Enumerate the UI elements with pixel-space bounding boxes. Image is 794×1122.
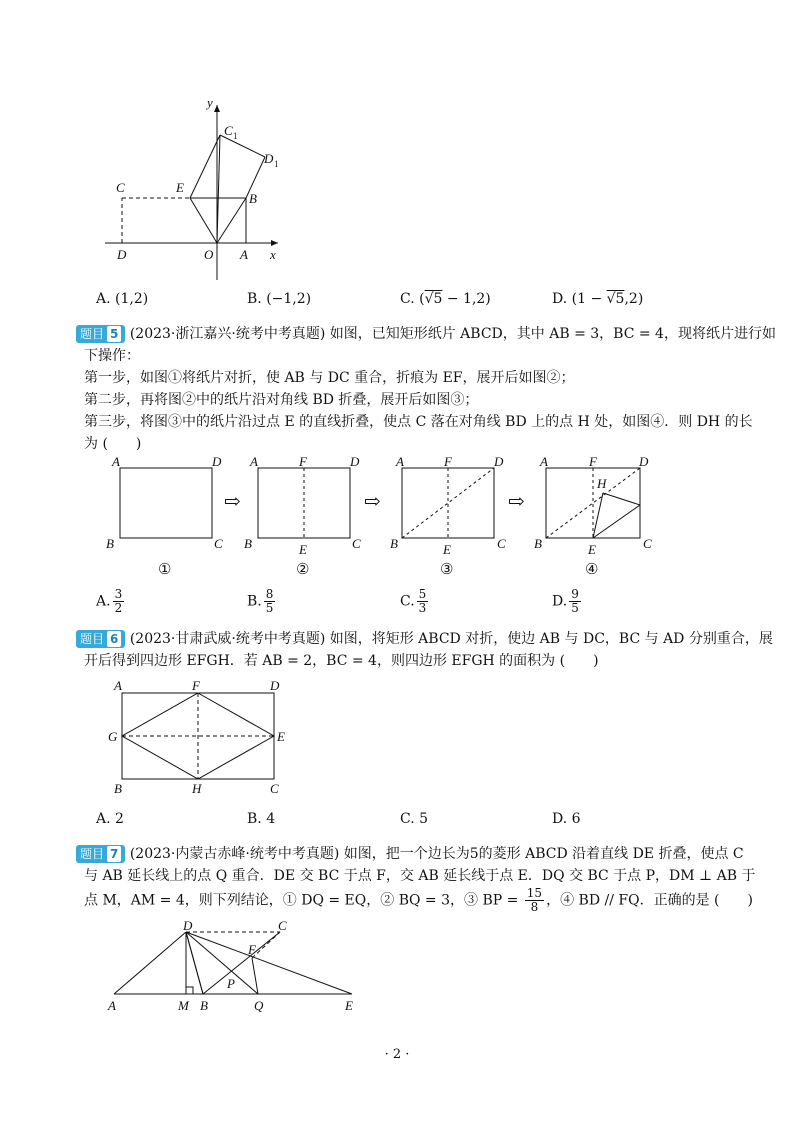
q4-label-e: E (176, 180, 184, 195)
q6-option-d: D. 6 (552, 811, 581, 827)
q4-option-c-suffix: − 1,2) (442, 291, 491, 307)
q4-option-b: B. (−1,2) (247, 291, 312, 307)
q5-line5: 第三步，将图③中的纸片沿过点 E 的直线折叠，使点 C 落在对角线 BD 上的点 H 处，如图④．则 DH 的长 (84, 414, 753, 430)
q5-caption-3: ③ (440, 562, 454, 578)
svg-text:B: B (244, 536, 252, 551)
q4-option-d-prefix: D. (1 − (552, 291, 607, 307)
q4-option-c (400, 291, 491, 307)
svg-text:D: D (270, 678, 280, 693)
svg-text:E: E (277, 729, 285, 744)
svg-text:D: D (212, 454, 222, 469)
q4-label-o: O (204, 247, 214, 262)
q5-option-b: B. $\frac{8}{5}$ (247, 587, 274, 615)
q5-line6: 为 ( ) (84, 436, 142, 452)
q5-option-c: C. $\frac{5}{3}$ (400, 587, 427, 615)
q6-option-c: C. 5 (400, 811, 429, 827)
q4-option-a: A. (1,2) (96, 291, 149, 307)
svg-text:P: P (227, 976, 235, 991)
q6-badge: 题目 6 (76, 630, 125, 648)
svg-text:E: E (299, 542, 307, 557)
q5-arrow-3: ⇨ (508, 491, 525, 513)
q4-label-c1-sub: 1 (233, 131, 238, 141)
q4-label-d1-sub: 1 (274, 159, 279, 169)
q4-label-c1: C (224, 123, 233, 138)
svg-text:A: A (114, 678, 122, 693)
svg-text:A: A (250, 454, 258, 469)
svg-text:M: M (178, 998, 189, 1013)
q7-figure (100, 918, 370, 1018)
q5-line1: (2023·浙江嘉兴·统考中考真题) 如图，已知矩形纸片 ABCD，其中 AB = 3，BC = 4，现将纸片进行如 (129, 326, 776, 342)
q5-arrow-1: ⇨ (224, 491, 241, 513)
q7-text (76, 843, 756, 914)
q6-text (76, 628, 773, 672)
q4-label-x: x (270, 247, 276, 262)
q5-line3: 第一步，如图①将纸片对折，使 AB 与 DC 重合，折痕为 EF，展开后如图②； (84, 370, 575, 386)
svg-text:F: F (589, 454, 597, 469)
q6-option-a: A. 2 (96, 811, 124, 827)
svg-text:C: C (352, 536, 361, 551)
svg-text:E: E (588, 542, 596, 557)
q4-option-d-suffix: ,2) (624, 291, 644, 307)
q5-option-d: D. $\frac{9}{5}$ (552, 587, 579, 615)
svg-text:B: B (106, 536, 114, 551)
svg-text:D: D (350, 454, 360, 469)
q5-line2: 下操作： (84, 348, 140, 364)
svg-text:C: C (497, 536, 506, 551)
svg-text:C: C (214, 536, 223, 551)
q4-option-d-root: √5 (606, 291, 625, 307)
q4-option-c-prefix: C. ( (400, 291, 425, 307)
q6-option-b: B. 4 (247, 811, 276, 827)
q5-caption-2: ② (296, 562, 310, 578)
q5-figure (100, 450, 660, 580)
svg-text:B: B (200, 998, 208, 1013)
svg-text:A: A (112, 454, 120, 469)
svg-text:D: D (494, 454, 504, 469)
svg-text:C: C (278, 918, 287, 933)
q5-badge: 题目 5 (76, 325, 125, 343)
q4-figure (100, 95, 290, 280)
svg-text:D: D (183, 918, 193, 933)
q5-arrow-2: ⇨ (364, 491, 381, 513)
svg-text:C: C (643, 536, 652, 551)
svg-text:C: C (270, 781, 279, 796)
q4-label-a: A (240, 247, 248, 262)
page-number: · 2 · (384, 1047, 410, 1062)
q7-line1: (2023·内蒙古赤峰·统考中考真题) 如图，把一个边长为5的菱形 ABCD 沿着直线 DE 折叠，使点 C (129, 846, 744, 862)
q6-figure (100, 675, 300, 800)
svg-text:F: F (248, 942, 256, 957)
svg-text:H: H (597, 476, 607, 491)
svg-text:Q: Q (254, 998, 264, 1013)
svg-text:F: F (299, 454, 307, 469)
svg-text:F: F (444, 454, 452, 469)
q7-badge: 题目 7 (76, 845, 125, 863)
svg-text:E: E (345, 998, 353, 1013)
q5-caption-1: ① (158, 562, 172, 578)
q4-label-d1: D (264, 151, 274, 166)
svg-text:A: A (108, 998, 116, 1013)
svg-text:H: H (192, 781, 202, 796)
q4-label-d: D (117, 247, 127, 262)
q5-caption-4: ④ (585, 562, 599, 578)
svg-text:B: B (534, 536, 542, 551)
q5-option-a: A. $\frac{3}{2}$ (96, 587, 123, 615)
svg-text:B: B (390, 536, 398, 551)
svg-text:F: F (192, 678, 200, 693)
q7-line2: 与 AB 延长线上的点 Q 重合．DE 交 BC 于点 F，交 AB 延长线于点 E．DQ 交 BC 于点 P，DM ⊥ AB 于 (84, 868, 756, 884)
svg-text:G: G (108, 729, 118, 744)
q4-label-y: y (207, 95, 213, 110)
svg-text:A: A (540, 454, 548, 469)
q6-line2: 开后得到四边形 EFGH．若 AB = 2，BC = 4，则四边形 EFGH 的面积为 ( ) (84, 653, 599, 669)
svg-text:D: D (639, 454, 649, 469)
q4-option-c-root: √5 (424, 291, 443, 307)
svg-text:A: A (396, 454, 404, 469)
q7-line3: 点 M，AM = 4，则下列结论，① DQ = EQ，② BQ = 3，③ BP = $\frac{15}{8}$ ，④ BD // FQ．正确的是 ( ) (84, 886, 753, 914)
q6-line1: (2023·甘肃武威·统考中考真题) 如图，将矩形 ABCD 对折，使边 AB 与 DC，BC 与 AD 分别重合，展 (129, 631, 773, 647)
q4-label-c: C (116, 180, 125, 195)
q5-line4: 第二步，再将图②中的纸片沿对角线 BD 折叠，展开后如图③； (84, 392, 479, 408)
q5-text (76, 323, 776, 455)
svg-text:E: E (443, 542, 451, 557)
q4-label-b: B (249, 191, 257, 206)
svg-text:B: B (114, 781, 122, 796)
q4-option-d (552, 291, 643, 307)
